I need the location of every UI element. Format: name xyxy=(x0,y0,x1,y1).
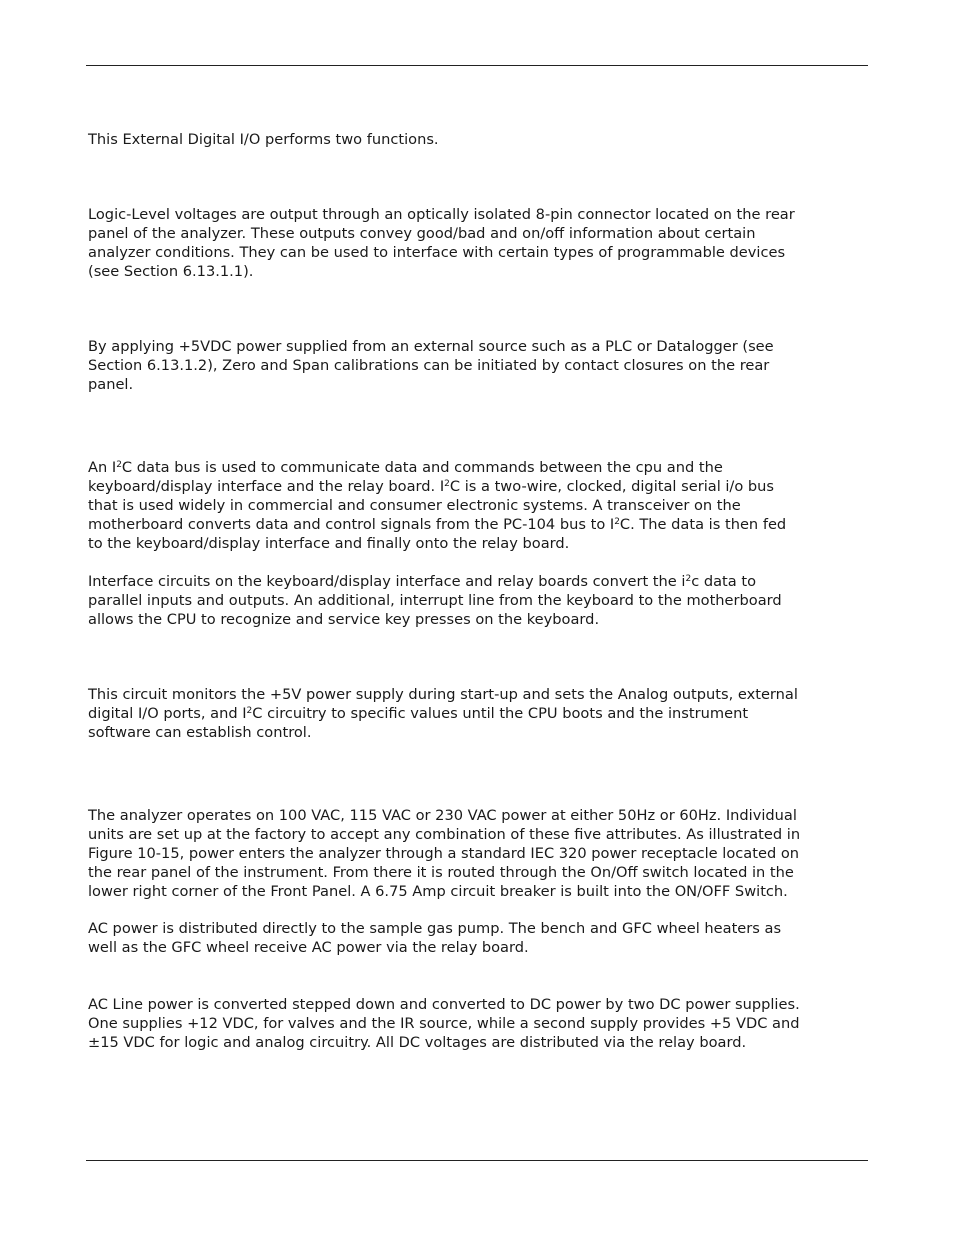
paragraph-ac-power: AC power is distributed directly to the sample gas pump. The bench and GFC wheel heaters as well as the GFC wheel receive AC power via the relay board. xyxy=(88,920,782,956)
text-span: This circuit monitors the +5V power supply during start-up and sets the Analog outputs, external digital I/O ports, and I xyxy=(88,686,798,722)
superscript: 2 xyxy=(685,574,692,585)
paragraph-interface-circuits xyxy=(88,572,868,629)
paragraph-power-up-circuit xyxy=(88,685,868,742)
text-span: C. The data is then fed to the keyboard/display interface and finally onto the relay board. xyxy=(88,516,787,552)
paragraph-digital-io-intro: This External Digital I/O performs two functions. xyxy=(88,131,439,148)
text-span: C circuitry to specific values until the CPU boots and the instrument software can establish control. xyxy=(88,705,749,741)
superscript: 2 xyxy=(614,517,620,528)
text-span: An I xyxy=(88,459,117,476)
text-span: C is a two-wire, clocked, digital serial i/o bus that is used widely in commercial and consumer electronic systems. A transceiver on the motherboard converts data and control signals from the PC-104 bus to I xyxy=(88,478,775,533)
paragraph-dc-power: AC Line power is converted stepped down and converted to DC power by two DC power supplies. One supplies +12 VDC, for valves and the IR source, while a second supply provides +5 VDC and ±15 VDC for logic and analog circuitry. All DC voltages are distributed via the relay board. xyxy=(88,996,800,1051)
text-span: C data bus is used to communicate data and commands between the cpu and the keyboard/display interface and the relay board. I xyxy=(88,459,723,495)
paragraph-control-inputs: By applying +5VDC power supplied from an external source such as a PLC or Datalogger (see Section 6.13.1.2), Zero and Span calibrations can be initiated by contact closures on the rear panel. xyxy=(88,338,774,393)
superscript: 2 xyxy=(444,479,450,490)
superscript: 2 xyxy=(246,706,253,717)
header-rule xyxy=(86,65,868,66)
text-span: c data to parallel inputs and outputs. An additional, interrupt line from the keyboard to the motherboard allows the CPU to recognize and service key presses on the keyboard. xyxy=(88,573,782,628)
footer-rule xyxy=(86,1160,868,1161)
paragraph-i2c-bus xyxy=(88,458,868,553)
text-span: Interface circuits on the keyboard/display interface and relay boards convert the i xyxy=(88,573,686,590)
paragraph-status-outputs: Logic-Level voltages are output through an optically isolated 8-pin connector located on the rear panel of the analyzer. These outputs convey good/bad and on/off information about certain analyzer conditions. They can be used to interface with certain types of programmable devices (see Section 6.13.1.1). xyxy=(88,206,795,280)
superscript: 2 xyxy=(116,460,122,471)
paragraph-power-supply: The analyzer operates on 100 VAC, 115 VAC or 230 VAC power at either 50Hz or 60Hz. Individual units are set up at the factory to accept any combination of these five attributes. As illustrated in Figure 10-15, power enters the analyzer through a standard IEC 320 power receptacle located on the rear panel of the instrument. From there it is routed through the On/Off switch located in the lower right corner of the Front Panel. A 6.75 Amp circuit breaker is built into the ON/OFF Switch. xyxy=(88,807,801,900)
